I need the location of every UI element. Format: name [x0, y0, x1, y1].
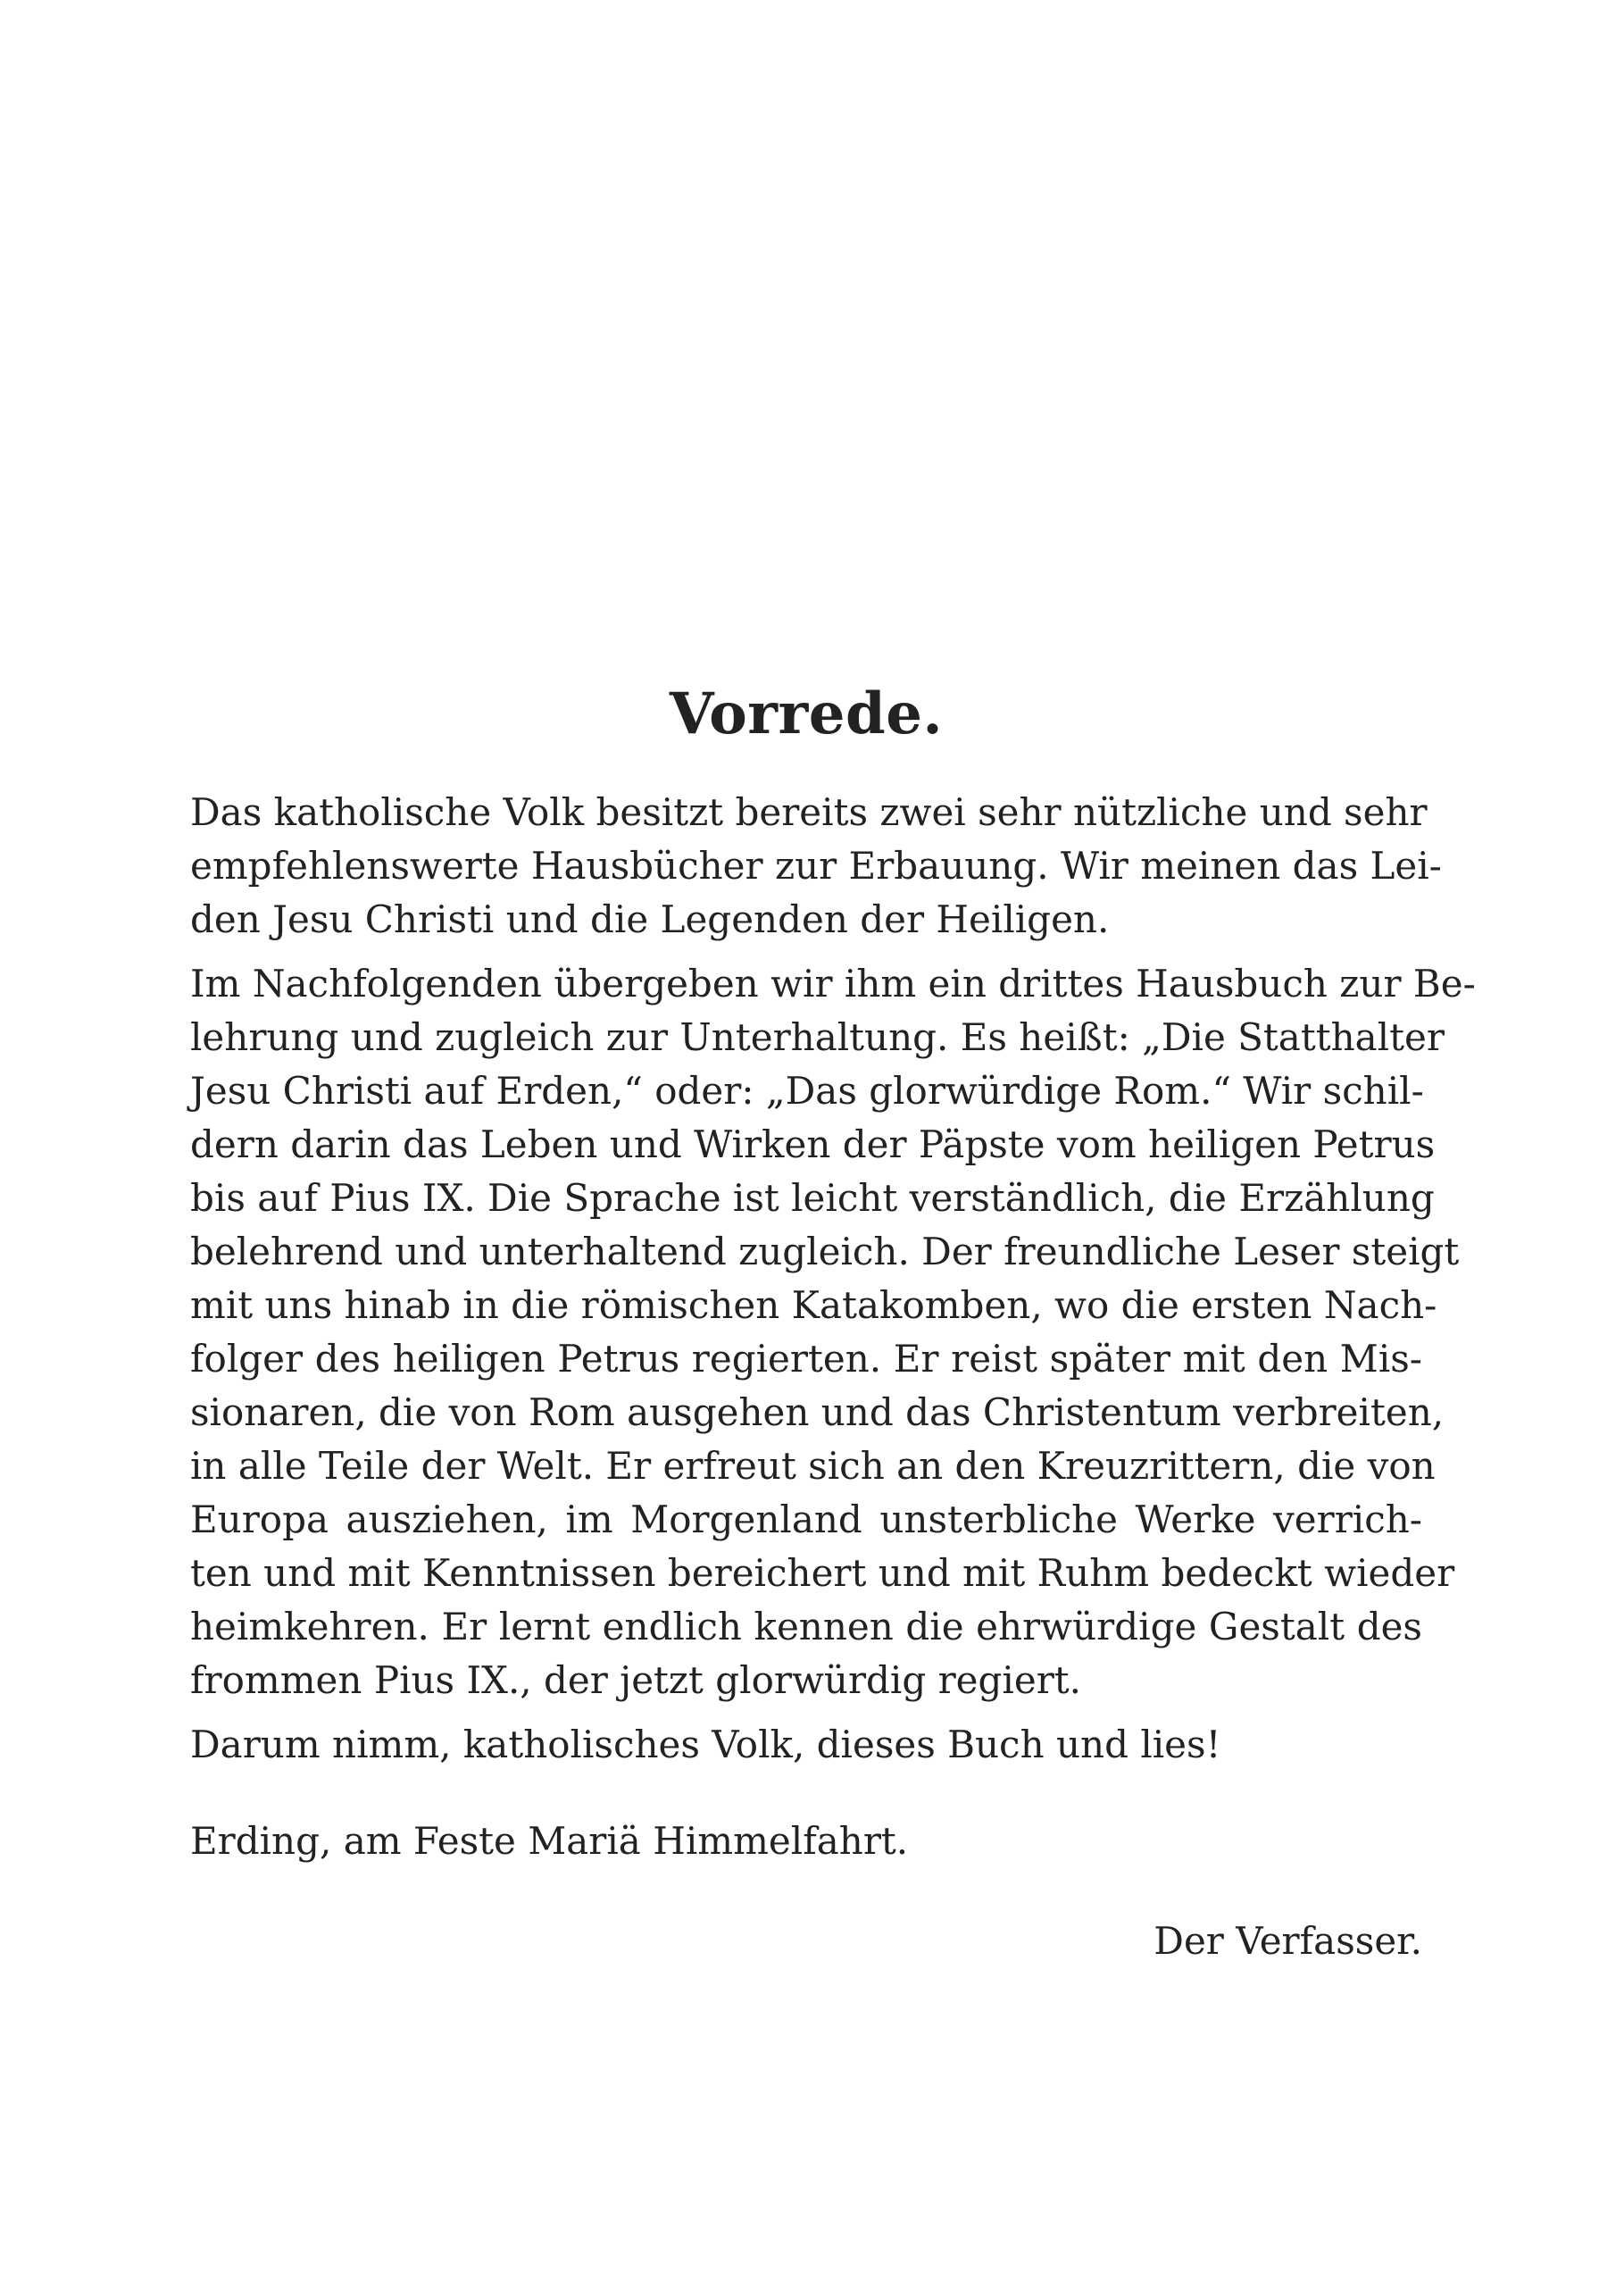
paragraph-3 — [190, 1718, 1422, 1772]
signature: Der Verfasser. — [1153, 1919, 1422, 1963]
text-line: lehrung und zugleich zur Unterhaltung. Es heißt: „Die Statthalter — [190, 1015, 1445, 1059]
text-line: Darum nimm, katholisches Volk, dieses Buch und lies! — [190, 1723, 1221, 1766]
text-line: Das katholische Volk besitzt bereits zwei sehr nützliche und sehr — [190, 790, 1428, 834]
text-line: empfehlenswerte Hausbücher zur Erbauung. Wir meinen das Lei- — [190, 844, 1442, 888]
place-date: Erding, am Feste Mariä Himmelfahrt. — [190, 1819, 909, 1863]
page-title: Vorrede. — [669, 680, 944, 747]
text-line: sionaren, die von Rom ausgehen und das Christentum verbreiten, — [190, 1390, 1445, 1434]
paragraph-2 — [190, 957, 1476, 1707]
text-line: belehrend und unterhaltend zugleich. Der freundliche Leser steigt — [190, 1230, 1460, 1273]
text-line: bis auf Pius IX. Die Sprache ist leicht verständlich, die Erzählung — [190, 1176, 1435, 1220]
text-line: frommen Pius IX., der jetzt glorwürdig regiert. — [190, 1658, 1082, 1702]
text-line: in alle Teile der Welt. Er erfreut sich an den Kreuzrittern, die von — [190, 1444, 1436, 1488]
text-line: dern darin das Leben und Wirken der Päpste vom heiligen Petrus — [190, 1122, 1436, 1166]
text-line: den Jesu Christi und die Legenden der Heiligen. — [190, 897, 1110, 941]
text-line: heimkehren. Er lernt endlich kennen die ehrwürdige Gestalt des — [190, 1605, 1422, 1648]
document-page — [190, 679, 1476, 1968]
text-line: folger des heiligen Petrus regierten. Er reist später mit den Mis- — [190, 1337, 1422, 1381]
text-line: Im Nachfolgenden übergeben wir ihm ein drittes Hausbuch zur Be- — [190, 962, 1476, 1005]
text-line: ten und mit Kenntnissen bereichert und mit Ruhm bedeckt wieder — [190, 1551, 1455, 1595]
text-line: Jesu Christi auf Erden,“ oder: „Das glorwürdige Rom.“ Wir schil- — [190, 1069, 1424, 1113]
text-line: mit uns hinab in die römischen Katakomben, wo die ersten Nach- — [190, 1283, 1437, 1327]
text-line: Europa ausziehen, im Morgenland unsterbliche Werke verrich- — [190, 1498, 1422, 1541]
paragraph-1 — [190, 786, 1442, 947]
